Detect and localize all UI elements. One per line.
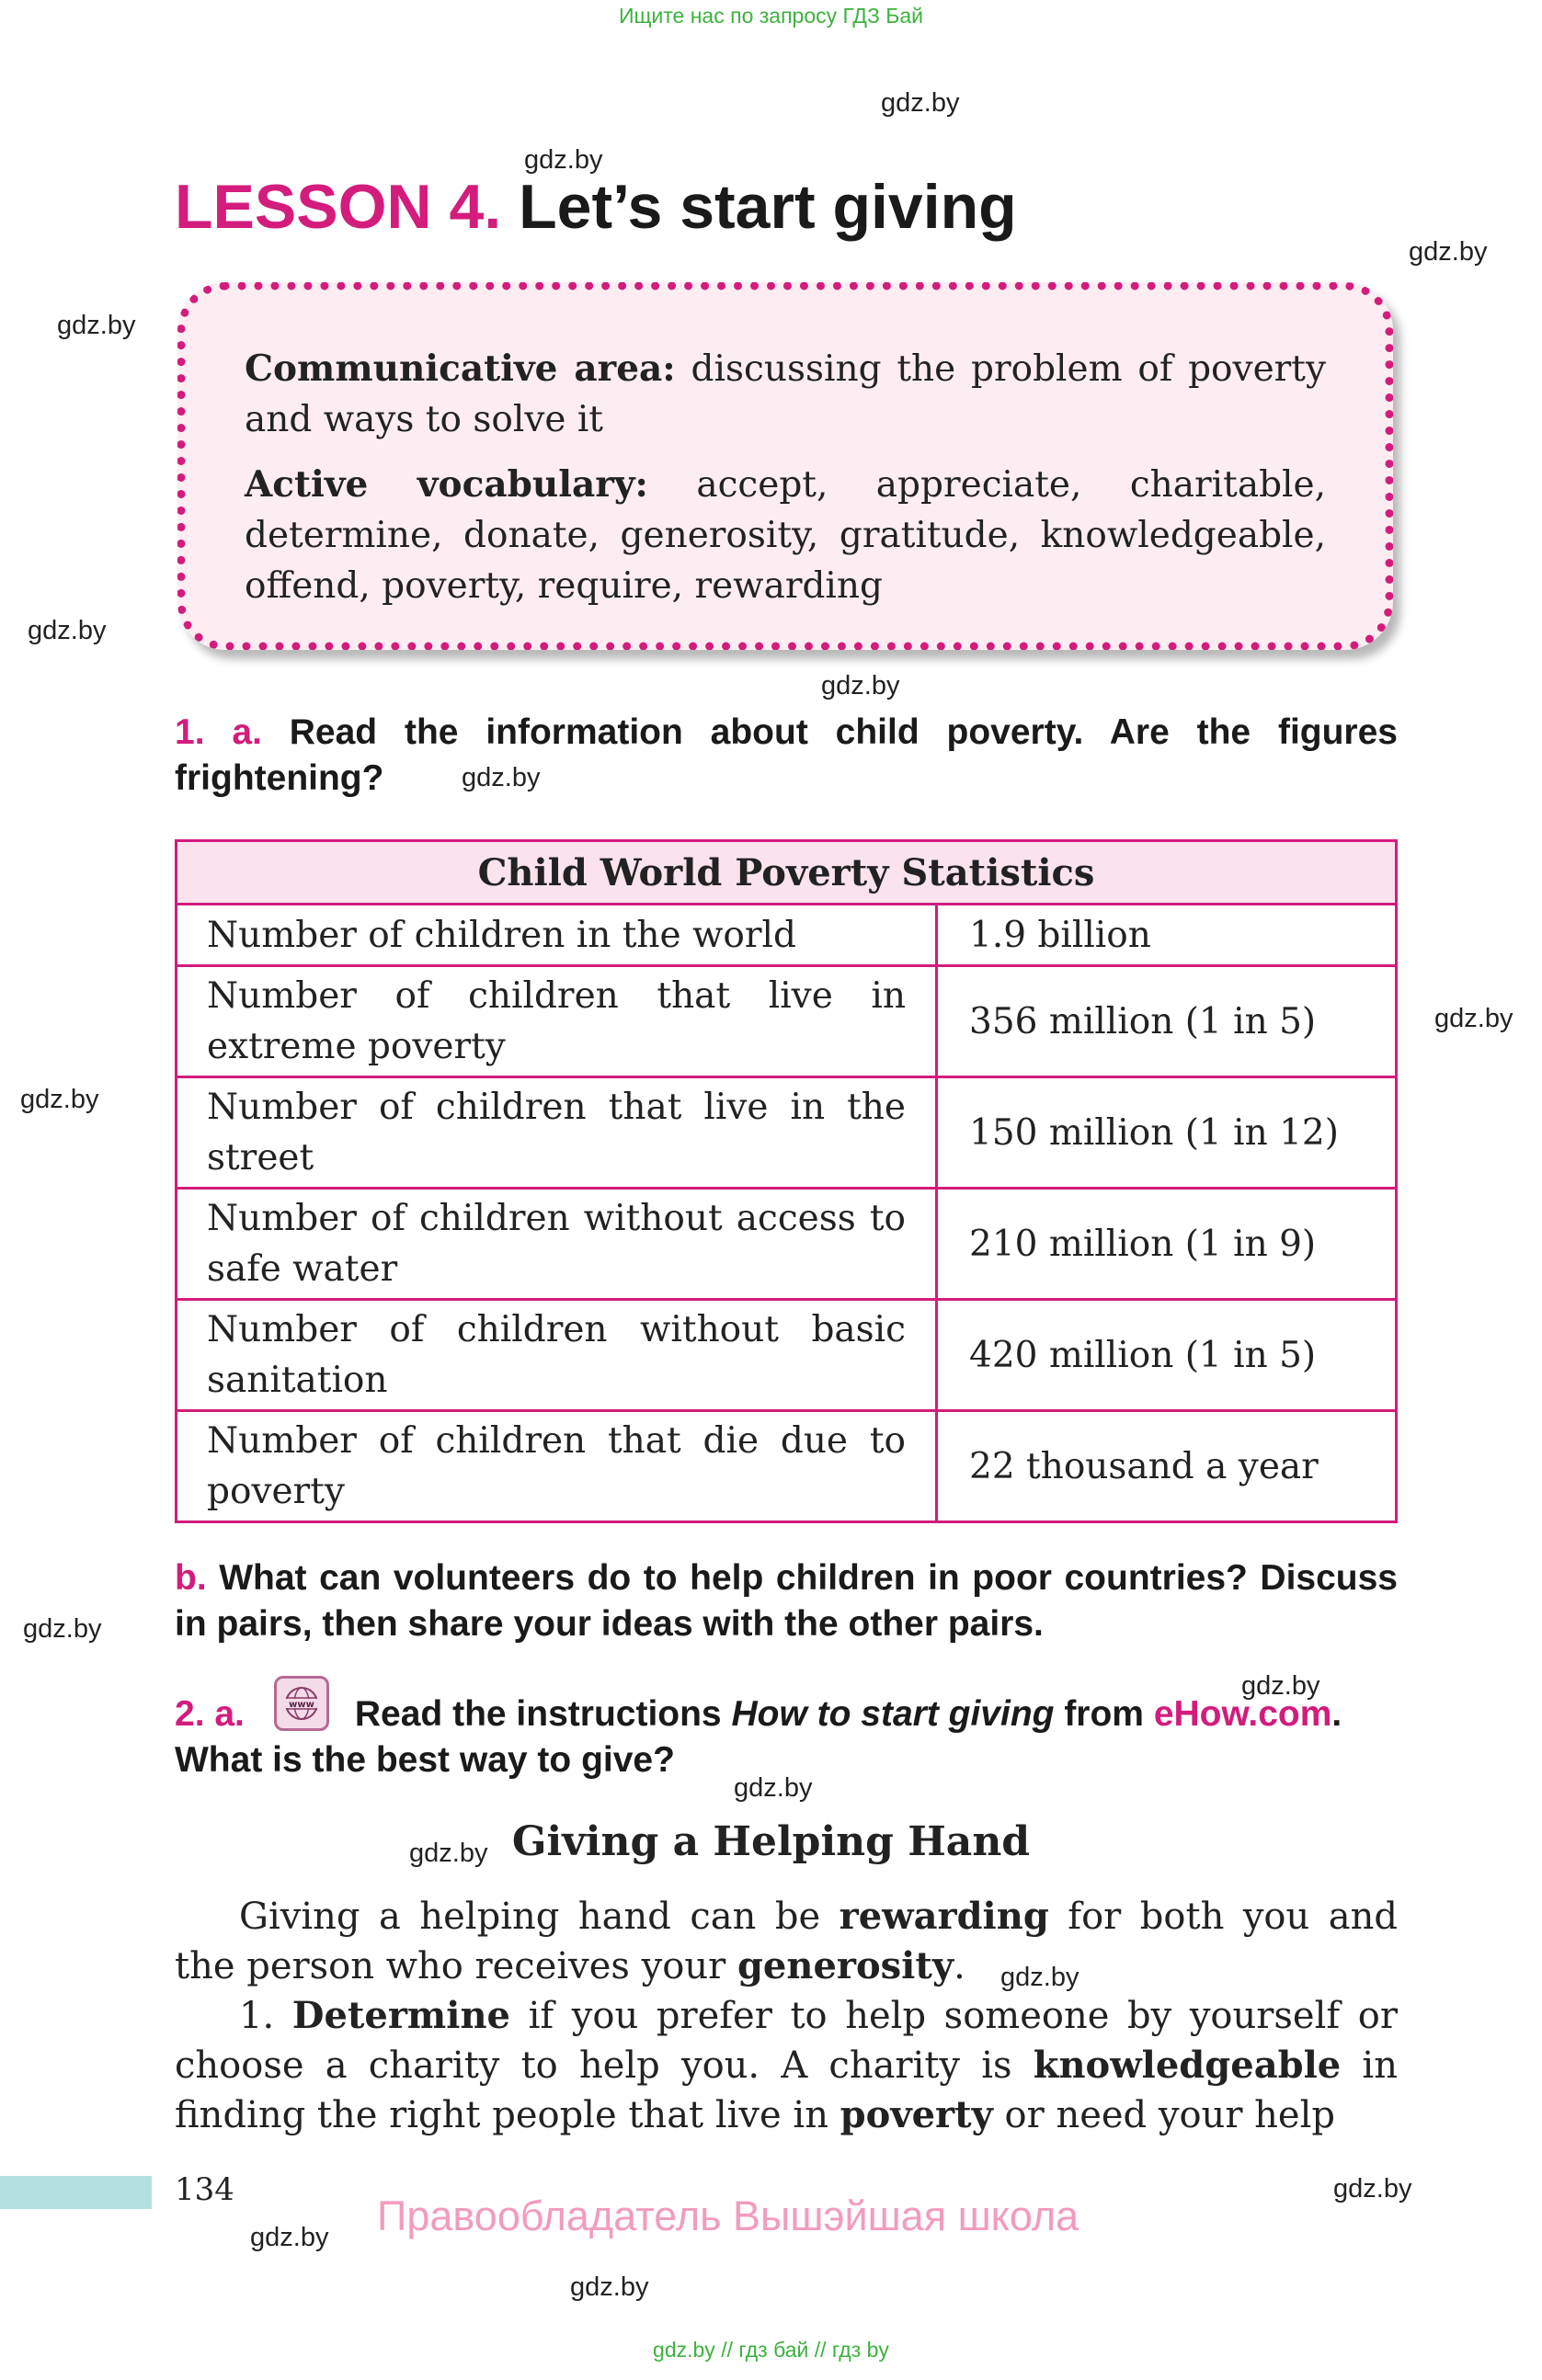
reading-title: Giving a Helping Hand: [511, 1818, 1031, 1865]
communicative-area: [245, 344, 1326, 445]
copyright-notice: Правообладатель Вышэйшая школа: [377, 2192, 1079, 2239]
lesson-number: LESSON 4.: [175, 172, 502, 242]
watermark: gdz.by: [881, 88, 960, 118]
table-row: [177, 1411, 1397, 1522]
table-cell-label: Number of children without basic sanitation: [177, 1300, 937, 1411]
lesson-aims-box: [177, 282, 1393, 650]
table-cell-value: 356 million (1 in 5): [937, 966, 1397, 1077]
watermark: gdz.by: [57, 311, 136, 340]
poverty-statistics-table: [175, 839, 1398, 1523]
table-cell-value: 150 million (1 in 12): [937, 1077, 1397, 1189]
www-label: www: [289, 1700, 314, 1710]
page-strip: [0, 2176, 152, 2209]
text: or need your help: [992, 2094, 1335, 2136]
table-row: [177, 1077, 1397, 1189]
table-row: [177, 905, 1397, 966]
watermark: gdz.by: [1241, 1671, 1320, 1701]
watermark: gdz.by: [570, 2272, 649, 2302]
task-2a-text: Read the instructions: [354, 1694, 722, 1734]
vocabulary-text: accept, appreciate, charitable, determine, donate, generosity, gratitude, knowledgeable, offend, poverty, require, rewarding: [245, 464, 1326, 607]
lesson-name: Let’s start giving: [519, 172, 1017, 242]
bottom-note[interactable]: gdz.by // гдз бай // гдз by: [653, 2338, 889, 2362]
watermark: gdz.by: [1333, 2174, 1412, 2203]
table-cell-label: Number of children in the world: [177, 905, 937, 966]
vocab-word: poverty: [840, 2093, 993, 2136]
active-vocabulary: [245, 460, 1326, 611]
watermark: gdz.by: [250, 2223, 329, 2252]
task-1a-text: Read the information about child poverty. Are the figures frightening?: [175, 712, 1398, 798]
watermark: gdz.by: [1000, 1963, 1079, 1992]
task-1b: [175, 1555, 1398, 1647]
communicative-label: Communicative area:: [245, 347, 676, 390]
lesson-title: [175, 171, 1017, 243]
table-row: [177, 1300, 1397, 1411]
watermark: gdz.by: [409, 1839, 488, 1868]
table-cell-label: Number of children without access to safe water: [177, 1189, 937, 1300]
vocabulary-label: Active vocabulary:: [245, 463, 648, 506]
globe-icon: [280, 1685, 323, 1722]
vocab-word: Determine: [291, 1994, 510, 2037]
watermark: gdz.by: [23, 1614, 102, 1644]
table-cell-label: Number of children that live in extreme poverty: [177, 966, 937, 1077]
text: for both you and the person who receives your: [175, 1896, 1398, 1987]
task-2a-label: 2. a.: [175, 1694, 245, 1734]
vocab-word: rewarding: [839, 1895, 1049, 1938]
watermark: gdz.by: [1434, 1004, 1513, 1033]
task-1a: [175, 710, 1398, 802]
reading-text: [175, 1892, 1398, 2140]
text: if you prefer to help someone by yourself or choose a charity to help you. A charity is: [175, 1995, 1398, 2087]
page-number: 134: [175, 2171, 234, 2208]
table-cell-label: Number of children that die due to poverty: [177, 1411, 937, 1522]
watermark: gdz.by: [734, 1773, 813, 1803]
watermark: gdz.by: [28, 616, 107, 645]
reading-paragraph: [175, 1892, 1398, 1991]
ehow-link[interactable]: eHow.com: [1153, 1694, 1332, 1734]
watermark: gdz.by: [20, 1085, 99, 1114]
task-2a-question: . What is the best way to give?: [175, 1694, 1342, 1780]
table-cell-value: 22 thousand a year: [937, 1411, 1397, 1522]
watermark: gdz.by: [524, 145, 603, 175]
watermark: gdz.by: [462, 763, 541, 792]
text: 1.: [239, 1995, 292, 2037]
vocab-word: generosity: [737, 1944, 954, 1987]
task-2a: [175, 1691, 1398, 1783]
table-cell-value: 210 million (1 in 9): [937, 1189, 1397, 1300]
table-row: [177, 1189, 1397, 1300]
table-cell-value: 420 million (1 in 5): [937, 1300, 1397, 1411]
table-row: [177, 966, 1397, 1077]
www-icon: [274, 1676, 329, 1731]
table-title: Child World Poverty Statistics: [177, 841, 1397, 905]
task-1b-label: b.: [175, 1558, 207, 1598]
table-cell-label: Number of children that live in the street: [177, 1077, 937, 1189]
reading-paragraph: [175, 1991, 1398, 2140]
task-2a-article-title: How to start giving: [731, 1694, 1055, 1734]
text: in finding the right people that live in: [175, 2044, 1398, 2136]
header-note: Ищите нас по запросу ГДЗ Бай: [618, 4, 924, 28]
vocab-word: knowledgeable: [1033, 2044, 1342, 2087]
task-1b-text: What can volunteers do to help children in poor countries? Discuss in pairs, then share your ideas with the other pairs.: [175, 1558, 1398, 1644]
table-cell-value: 1.9 billion: [937, 905, 1397, 966]
watermark: gdz.by: [821, 671, 900, 700]
task-2a-from: from: [1064, 1694, 1144, 1734]
watermark: gdz.by: [1409, 237, 1488, 267]
task-1a-label: 1. a.: [175, 712, 262, 752]
text: .: [954, 1945, 965, 1987]
text: Giving a helping hand can be: [239, 1896, 840, 1938]
communicative-text: discussing the problem of poverty and ways to solve it: [245, 348, 1326, 440]
